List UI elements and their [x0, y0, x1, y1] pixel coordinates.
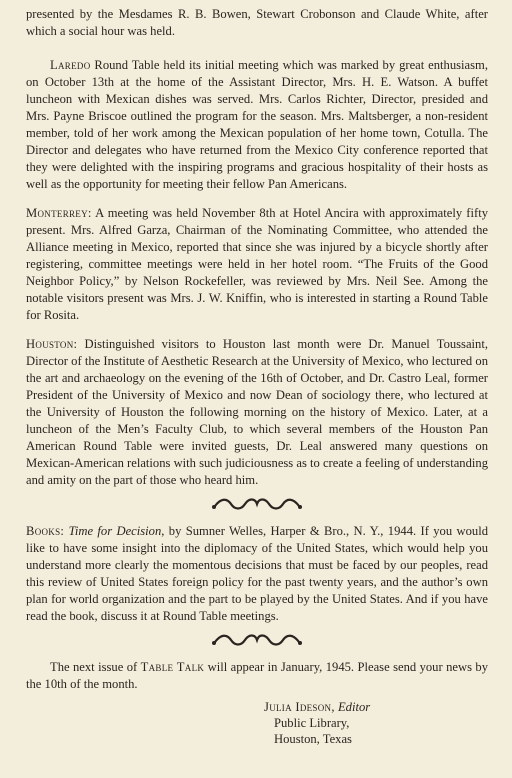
section-lead-monterrey: Monterrey: [26, 206, 92, 220]
editor-name: Julia Ideson, [264, 700, 335, 714]
magazine-name: Table Talk [140, 660, 205, 674]
paragraph-monterrey: Monterrey: A meeting was held November 8th at Hotel Ancira with approximately fifty present. Mrs. Alfred Garza, Chairman of the Nominating Committee, who attended the Alliance meeting in Mexico, reported that since she was injured by a bicycle shortly after registering, committee meetings were held in her hotel room. “The Fruits of the Good Neighbor Policy,” by Nelson Rockefeller, was reviewed by Mrs. Neil See. Among the notable visitors present was Mrs. J. W. Kniffin, who is interested in starting a Round Table for Rosita. [26, 206, 488, 322]
paragraph-houston: Houston: Distinguished visitors to Houston last month were Dr. Manuel Toussaint, Director of the Institute of Aesthetic Research at the University of Mexico, who lectured on the art and archaeology on the evening of the 16th of October, and Dr. Castro Leal, former President of the University of Mexico and now Dean of sociology there, who lectured at the University of Houston the following morning on the history of Mexico. Later, at a luncheon of the Men’s Faculty Club, to which several members of the Houston Pan American Round Table were invited guests, Dr. Leal answered many questions on Mexican-American relations with such judiciousness as to create a feeling of understanding and amity on the part of those who heard him. [26, 337, 488, 487]
section-lead-laredo: Laredo [50, 58, 91, 72]
paragraph-closing-note: presented by the Mesdames R. B. Bowen, Stewart Crobonson and Claude White, after which a social hour was held. [26, 7, 488, 38]
signature-line-2: Public Library, [274, 716, 350, 730]
paragraph-laredo: Laredo Round Table held its initial meeting which was marked by great enthusiasm, on October 13th at the home of the Assistant Director, Mrs. H. E. Watson. A buffet luncheon with Mexican dishes was served. Mrs. Carlos Richter, Director, presided and Mrs. Payne Briscoe outlined the program for the season. Mrs. Maltsberger, a non-resident member, told of her work among the Mexican population of her home town, Cotulla. The Director and delegates who have returned from the Mexico City conference reported that they were delighted with the inspiring programs and gracious hospitality of their hosts as well as the opportunity for meeting their fellow Pan Americans. [26, 58, 488, 191]
ornament-divider-icon [211, 495, 303, 513]
paragraph-next-issue: The next issue of Table Talk will appear in January, 1945. Please send your news by the 10th of the month. [26, 660, 488, 691]
signature-line-1 [264, 699, 488, 715]
editor-signature-block [26, 699, 488, 747]
editor-role: Editor [337, 700, 371, 714]
section-lead-books: Books: [26, 524, 65, 538]
ornament-divider-icon-2 [211, 631, 303, 649]
signature-line-3: Houston, Texas [274, 732, 352, 746]
paragraph-books: Books: Time for Decision, by Sumner Welles, Harper & Bro., N. Y., 1944. If you would like to have some insight into the diplomacy of the United States, which would help you understand more clearly the momentous decisions that must be faced by our peoples, read this review of United States foreign policy for the past twenty years, and the author’s own plan for world organization and the part to be played by the United States. And if you have read the book, discuss it at Round Table meetings. [26, 524, 488, 623]
section-lead-houston: Houston: [26, 337, 78, 351]
book-title: Time for Decision [68, 524, 162, 538]
